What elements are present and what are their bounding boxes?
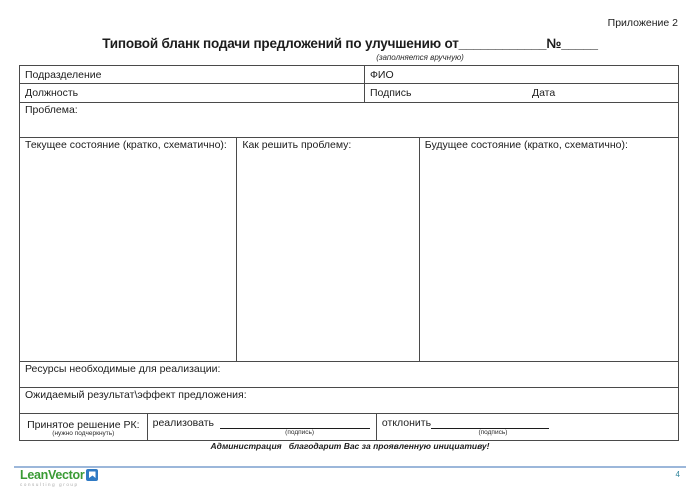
signature-label: Подпись (369, 87, 412, 99)
row-decision (20, 414, 678, 440)
current-state-cell (20, 138, 237, 361)
resources-cell (20, 362, 678, 387)
signature-date-cell (365, 84, 678, 102)
suggestion-form-table (19, 65, 679, 441)
reject-cell (377, 414, 678, 440)
row-resources (20, 362, 678, 388)
date-label: Дата (531, 87, 556, 99)
future-state-label: Будущее состояние (кратко, схематично): (424, 139, 628, 151)
fio-label: ФИО (369, 68, 394, 81)
appendix-label: Приложение 2 (607, 17, 678, 29)
position-label: Должность (25, 87, 79, 99)
position-cell (20, 84, 365, 102)
decision-cell (20, 414, 148, 440)
resources-label: Ресурсы необходимые для реализации: (25, 363, 221, 375)
row-expected-result (20, 388, 678, 414)
form-title: Типовой бланк подачи предложений по улучшению от____________№_____ (102, 36, 598, 51)
row-states (20, 138, 678, 362)
row-problem (20, 103, 678, 138)
how-to-solve-label: Как решить проблему: (242, 139, 352, 151)
expected-result-label: Ожидаемый результат\эффект предложения: (25, 389, 247, 401)
leanvector-logo (20, 469, 98, 487)
implement-signature-note: (подпись) (285, 429, 315, 436)
expected-result-cell (20, 388, 678, 413)
problem-cell (20, 103, 678, 137)
footer-rule (14, 466, 686, 468)
logo-flag-icon (86, 469, 98, 481)
fio-cell (365, 66, 678, 83)
department-label: Подразделение (25, 68, 102, 81)
row-department-fio (20, 66, 678, 84)
thanks-line: Администрация благодарит Вас за проявленную инициативу! (210, 441, 490, 451)
form-subtitle: (заполняется вручную) (376, 53, 464, 62)
reject-signature-line (431, 419, 549, 429)
decision-note: (нужно подчеркнуть) (52, 429, 115, 437)
implement-label: реализовать (152, 417, 215, 429)
reject-signature-note: (подпись) (478, 429, 508, 436)
implement-cell (148, 414, 377, 440)
row-position-signature (20, 84, 678, 103)
how-to-solve-cell (237, 138, 419, 361)
logo-tagline: consulting group (20, 481, 79, 487)
problem-label: Проблема: (25, 104, 78, 116)
decision-label: Принятое решение РК: (27, 418, 140, 431)
current-state-label: Текущее состояние (кратко, схематично): (25, 139, 227, 151)
department-cell (20, 66, 365, 83)
implement-signature-line (220, 419, 370, 429)
page-number: 4 (675, 470, 680, 479)
reject-label: отклонить (381, 417, 432, 429)
future-state-cell (420, 138, 678, 361)
logo-text: LeanVector (20, 468, 85, 482)
